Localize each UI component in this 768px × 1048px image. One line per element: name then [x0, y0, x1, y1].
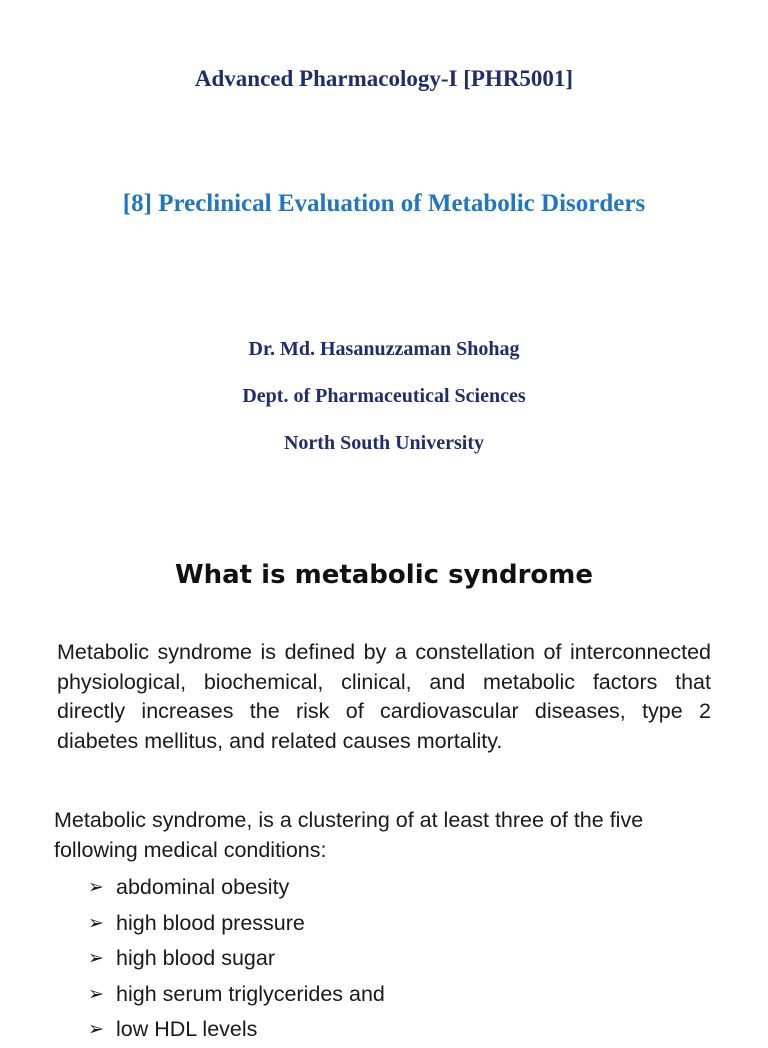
arrow-bullet-icon: ➢ — [88, 948, 104, 969]
list-item-text: low HDL levels — [116, 1017, 258, 1041]
list-item-text: high blood pressure — [116, 910, 305, 935]
list-item — [88, 906, 385, 942]
list-item — [88, 870, 385, 906]
clustering-paragraph: Metabolic syndrome, is a clustering of at least three of the five following medical conditions: — [54, 808, 644, 862]
definition-paragraph: Metabolic syndrome is defined by a constellation of interconnected physiological, biochemical, clinical, and metabolic factors that directly increases the risk of cardiovascular diseases, type 2 diabetes mellitus, and related causes mortality. — [57, 640, 711, 753]
author-name: Dr. Md. Hasanuzzaman Shohag — [248, 338, 520, 360]
list-item — [88, 1012, 385, 1048]
content-slide — [0, 528, 768, 1041]
slide-heading: What is metabolic syndrome — [174, 560, 594, 590]
conditions-list — [88, 870, 385, 1048]
list-item-text: high serum triglycerides and — [116, 981, 385, 1006]
list-item — [88, 941, 385, 977]
list-item — [88, 977, 385, 1013]
arrow-bullet-icon: ➢ — [88, 877, 104, 898]
author-department: Dept. of Pharmaceutical Sciences — [242, 385, 526, 407]
lecture-title: [8] Preclinical Evaluation of Metabolic Disorders — [122, 190, 646, 217]
arrow-bullet-icon: ➢ — [88, 1019, 104, 1040]
list-item-text: abdominal obesity — [116, 875, 290, 899]
course-title: Advanced Pharmacology-I [PHR5001] — [194, 66, 574, 91]
author-university: North South University — [283, 432, 484, 454]
arrow-bullet-icon: ➢ — [88, 983, 104, 1005]
list-item-text: high blood sugar — [116, 946, 275, 970]
arrow-bullet-icon: ➢ — [88, 912, 104, 934]
